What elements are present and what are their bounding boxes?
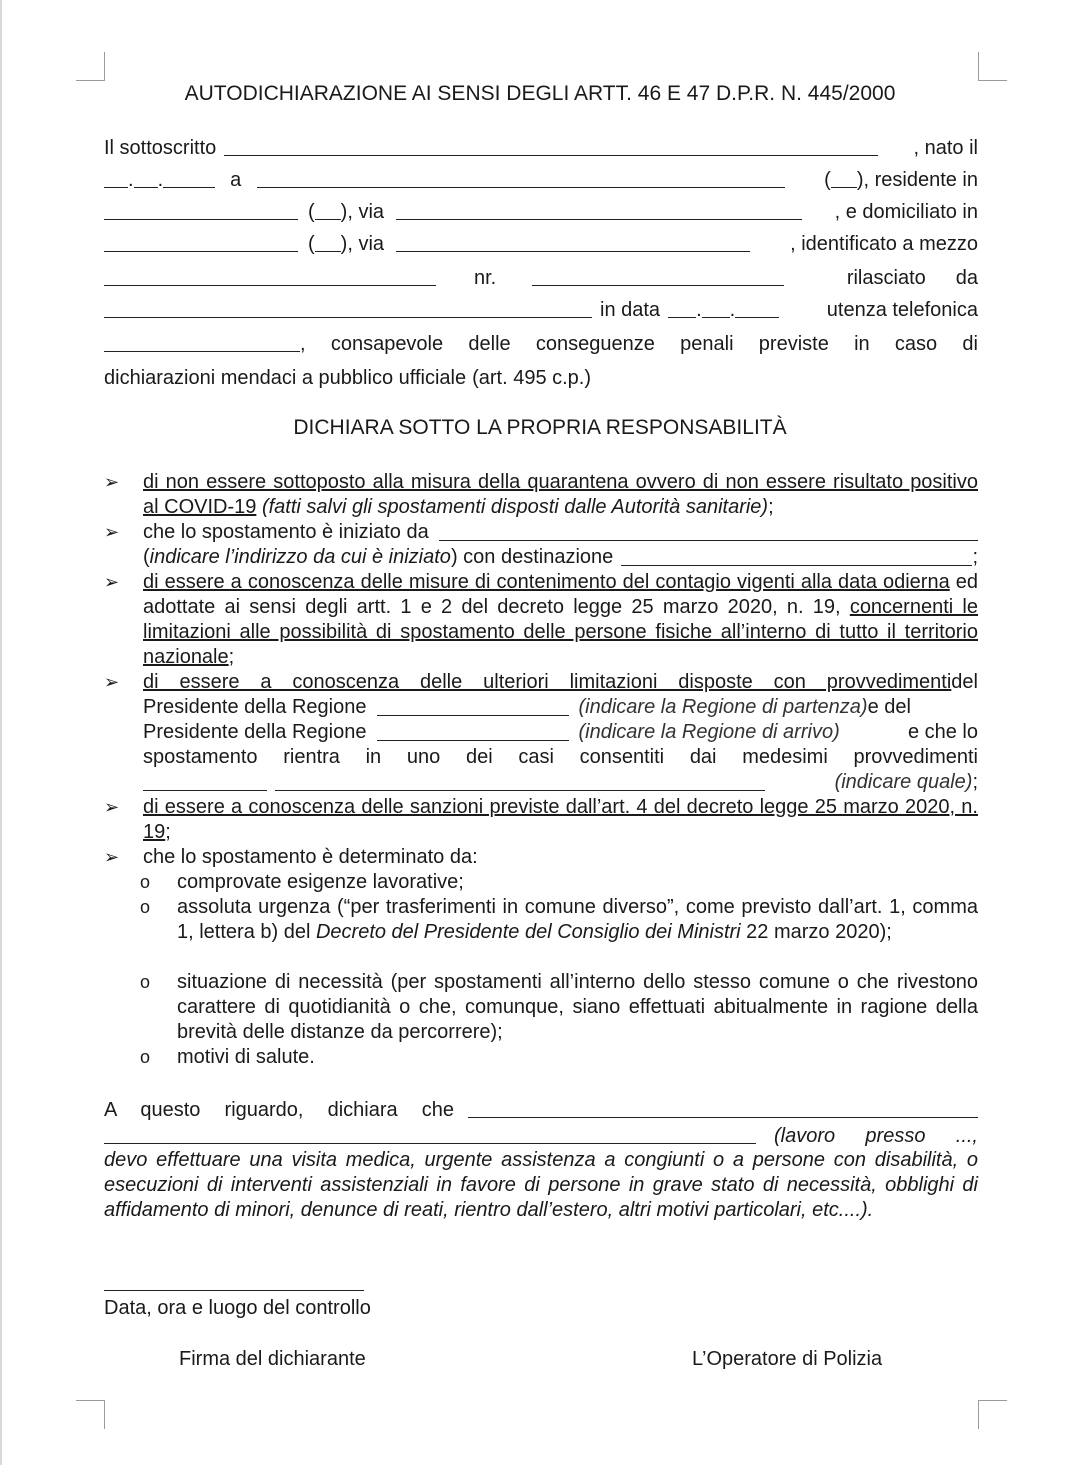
label-domiciliato-in: , e domiciliato in [834, 201, 978, 223]
section-heading: DICHIARA SOTTO LA PROPRIA RESPONSABILITÀ [293, 416, 787, 439]
row-rilascio: in data . . utenza telefonica [104, 296, 978, 322]
label-da: da [955, 267, 978, 289]
field-provincia-residenza[interactable] [315, 201, 341, 220]
label-nr: nr. [474, 267, 497, 289]
field-regione-partenza[interactable] [377, 697, 569, 716]
label-operatore-polizia: L’Operatore di Polizia [692, 1348, 883, 1370]
label-dichiarazioni-mendaci: dichiarazioni mendaci a pubblico ufficiale [104, 367, 467, 389]
label-utenza-telefonica: utenza telefonica [826, 299, 978, 321]
margin-mark-top-left [76, 52, 105, 81]
row-residenza: ( ), via , e domiciliato in [104, 198, 978, 224]
field-indirizzo-partenza[interactable] [439, 522, 978, 541]
item-misure-contenimento: di essere a conoscenza delle misure di contenimento del contagio vigenti alla data odierna ed adottate ai sensi degli artt. 1 e 2 del decreto legge 25 marzo 2020, n. 19, concernenti le limitazioni alle possibilità di spostamento delle persone fisiche all’interno di tutto il territorio nazionale; [143, 571, 978, 668]
label-sottoscritto: Il sottoscritto [104, 137, 217, 159]
label-consapevole: , consapevole delle conseguenze penali previste in caso di [300, 333, 978, 355]
bullet-arrow-icon: ➢ [104, 672, 120, 692]
examples-text: devo effettuare una visita medica, urgente assistenza a congiunti o a persone con disabilità, o esecuzioni di interventi assistenziali in favore di persone in grave stato di necessità, obblighi di affidamento di minori, denunce di reati, rientro dall’estero, altri motivi particolari, etc....). [104, 1149, 978, 1221]
label-via-residenza: ), via [340, 201, 385, 223]
sub-bullet-icon: o [140, 897, 151, 917]
label-firma-dichiarante: Firma del dichiarante [179, 1348, 366, 1370]
row-domicilio: ( ), via , identificato a mezzo [104, 230, 978, 256]
field-ente-rilascio[interactable] [104, 299, 592, 318]
field-comune-domicilio[interactable] [104, 233, 298, 252]
label-a-questo-riguardo: A questo riguardo, dichiara che [104, 1099, 454, 1121]
label-via-domicilio: ), via [340, 233, 385, 255]
item-spostamento-determinato: che lo spostamento è determinato da: [143, 846, 478, 868]
item-spostamento-iniziato: che lo spostamento è iniziato da ( indicare l’indirizzo da cui è iniziato ) con destinazione ; [143, 521, 978, 568]
row-documento [104, 264, 978, 290]
label-in-data: in data [600, 299, 661, 321]
page-edge [0, 0, 2, 1465]
field-giorno-nascita[interactable] [104, 169, 128, 188]
field-destinazione[interactable] [621, 547, 972, 566]
row-sottoscritto [104, 134, 978, 160]
option-situazione-necessita: situazione di necessità (per spostamenti all’interno dello stesso comune o che rivestono carattere di quotidianità o che, comunque, siano effettuati abitualmente in ragione della brevità delle distanze da percorrere); [177, 971, 978, 1043]
label-identificato: , identificato a mezzo [790, 233, 978, 255]
label-data-ora-luogo: Data, ora e luogo del controllo [104, 1297, 371, 1319]
field-anno-rilascio[interactable] [735, 299, 779, 318]
option-esigenze-lavorative: comprovate esigenze lavorative; [177, 871, 464, 893]
row-nascita: . . a ( ), residente in [104, 166, 978, 192]
option-motivi-salute: motivi di salute. [177, 1046, 315, 1068]
field-provvedimento-a[interactable] [143, 772, 267, 791]
item-quarantena: di non essere sottoposto alla misura della quarantena ovvero di non essere risultato positivo al COVID-19 (fatti salvi gli spostamenti disposti dalle Autorità sanitarie); [143, 471, 978, 518]
margin-mark-bottom-right [978, 1400, 1007, 1429]
option-assoluta-urgenza: assoluta urgenza (“per trasferimenti in comune diverso”, come previsto dall’art. 1, comma 1, lettera b) del Decreto del Presidente del Consiglio dei Ministri 22 marzo 2020); [177, 896, 978, 943]
field-via-domicilio[interactable] [396, 233, 750, 252]
sub-bullet-icon: o [140, 872, 151, 892]
sub-bullet-icon: o [140, 1047, 151, 1067]
field-luogo-nascita[interactable] [257, 169, 785, 188]
margin-mark-top-right [978, 52, 1007, 81]
row-a-questo-riguardo [104, 1096, 978, 1122]
field-dichiarazione[interactable] [468, 1099, 978, 1118]
item-ulteriori-limitazioni: di essere a conoscenza delle ulteriori limitazioni disposte con provvedimenti del Presidente della Regione (indicare la Regione di partenza) e del Presidente della Regione (indicare la Regione di arrivo) e che lo spostamento rientra in uno dei casi consentiti dai medesimi provvedimenti (indicare quale) ; [143, 671, 978, 793]
sub-bullet-icon: o [140, 972, 151, 992]
field-dichiarazione-2[interactable] [104, 1125, 756, 1144]
field-nome[interactable] [224, 137, 878, 156]
document-title: AUTODICHIARAZIONE AI SENSI DEGLI ARTT. 46 E 47 D.P.R. N. 445/2000 [184, 82, 896, 105]
row-consapevole [104, 330, 978, 356]
bullet-arrow-icon: ➢ [104, 472, 120, 492]
label-residente-in: ), residente in [856, 169, 978, 191]
label-a: a [230, 169, 242, 191]
field-giorno-rilascio[interactable] [668, 299, 696, 318]
label-lavoro-presso: (lavoro presso ..., [774, 1125, 978, 1147]
field-mese-nascita[interactable] [134, 169, 158, 188]
field-via-residenza[interactable] [396, 201, 802, 220]
field-provincia-domicilio[interactable] [315, 233, 341, 252]
item-sanzioni: di essere a conoscenza delle sanzioni previste dall’art. 4 del decreto legge 25 marzo 2020, n. 19; [143, 796, 978, 843]
label-nato-il: , nato il [913, 137, 978, 159]
margin-mark-bottom-left [76, 1400, 105, 1429]
field-comune-residenza[interactable] [104, 201, 298, 220]
bullet-arrow-icon: ➢ [104, 522, 120, 542]
row-lavoro-presso [104, 1122, 978, 1148]
field-numero-documento[interactable] [532, 267, 784, 286]
field-provincia-nascita[interactable] [831, 169, 857, 188]
field-anno-nascita[interactable] [163, 169, 215, 188]
field-regione-arrivo[interactable] [377, 722, 569, 741]
bullet-arrow-icon: ➢ [104, 847, 120, 867]
row-dichiarazioni-mendaci [104, 364, 978, 390]
field-provvedimento-b[interactable] [275, 772, 765, 791]
label-rilasciato: rilasciato [846, 267, 926, 289]
field-mese-rilascio[interactable] [702, 299, 730, 318]
label-art-495: (art. 495 c.p.) [472, 367, 592, 389]
field-data-ora-luogo[interactable] [104, 1272, 364, 1291]
bullet-arrow-icon: ➢ [104, 797, 120, 817]
bullet-arrow-icon: ➢ [104, 572, 120, 592]
field-tipo-documento[interactable] [104, 267, 436, 286]
field-telefono[interactable] [104, 333, 300, 352]
